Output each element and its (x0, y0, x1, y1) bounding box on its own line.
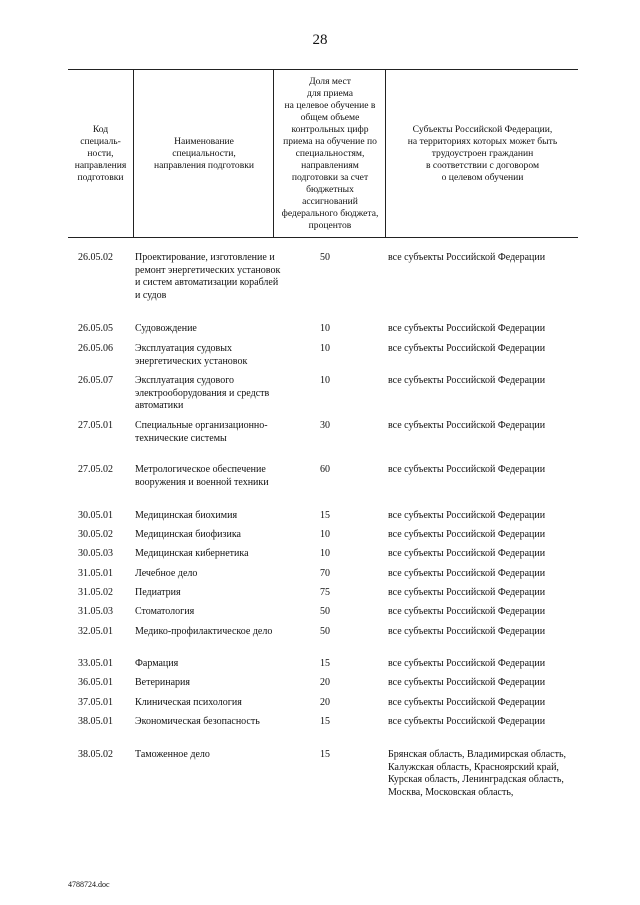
row-code: 26.05.02 (78, 252, 113, 263)
row-share: 10 (320, 343, 330, 354)
row-code: 30.05.02 (78, 529, 113, 540)
header-name: Наименование специальности, направления подготовки (133, 70, 274, 237)
row-share: 15 (320, 749, 330, 760)
row-code: 38.05.02 (78, 749, 113, 760)
row-name: Медицинская биохимия (135, 510, 238, 521)
row-subjects: все субъекты Российской Федерации (388, 252, 546, 263)
row-subjects: все субъекты Российской Федерации (388, 658, 546, 669)
row-subjects: все субъекты Российской Федерации (388, 677, 546, 688)
row-code: 26.05.07 (78, 375, 113, 386)
row-subjects: все субъекты Российской Федерации (388, 568, 546, 579)
row-code: 37.05.01 (78, 697, 113, 708)
page-number: 28 (312, 32, 328, 48)
row-name: Стоматология (135, 606, 195, 617)
header-subjects: Субъекты Российской Федерации, на территориях которых может быть трудоустроен гражданин в соответствии с договором о целевом обучении (385, 70, 579, 237)
row-subjects: все субъекты Российской Федерации (388, 529, 546, 540)
document-id: 4788724.doc (68, 880, 110, 889)
row-share: 20 (320, 677, 330, 688)
row-name: Судовождение (135, 323, 197, 334)
row-share: 15 (320, 658, 330, 669)
row-share: 50 (320, 606, 330, 617)
header-share: Доля мест для приема на целевое обучение в общем объеме контрольных цифр приема на обучение по специальностям, направлениям подготовки за счет бюджетных ассигнований федерального бюджета, процентов (273, 70, 386, 237)
row-share: 15 (320, 716, 330, 727)
row-share: 50 (320, 252, 330, 263)
row-share: 15 (320, 510, 330, 521)
row-share: 20 (320, 697, 330, 708)
row-name: Проектирование, изготовление и ремонт энергетических установок и систем автоматизации кораблей и судов (135, 252, 281, 301)
row-subjects: все субъекты Российской Федерации (388, 697, 546, 708)
row-name: Медико-профилактическое дело (135, 626, 273, 637)
row-code: 31.05.01 (78, 568, 113, 579)
row-code: 31.05.03 (78, 606, 113, 617)
row-share: 10 (320, 323, 330, 334)
row-code: 30.05.03 (78, 548, 113, 559)
row-subjects: все субъекты Российской Федерации (388, 716, 546, 727)
row-code: 26.05.06 (78, 343, 113, 354)
row-code: 32.05.01 (78, 626, 113, 637)
row-name: Ветеринария (135, 677, 191, 688)
row-code: 31.05.02 (78, 587, 113, 598)
row-name: Специальные организационно-технические системы (135, 420, 268, 444)
row-subjects: все субъекты Российской Федерации (388, 343, 546, 354)
row-name: Эксплуатация судового электрооборудования и средств автоматики (135, 375, 270, 411)
row-name: Педиатрия (135, 587, 181, 598)
row-code: 38.05.01 (78, 716, 113, 727)
row-name: Лечебное дело (135, 568, 198, 579)
row-name: Медицинская биофизика (135, 529, 241, 540)
row-subjects: все субъекты Российской Федерации (388, 375, 546, 386)
header-code: Код специаль- ности, направления подготовки (74, 123, 127, 183)
row-subjects: все субъекты Российской Федерации (388, 323, 546, 334)
row-subjects: все субъекты Российской Федерации (388, 420, 546, 431)
row-name: Метрологическое обеспечение вооружения и военной техники (135, 464, 269, 488)
row-share: 30 (320, 420, 330, 431)
row-share: 50 (320, 626, 330, 637)
row-subjects: все субъекты Российской Федерации (388, 626, 546, 637)
row-subjects: все субъекты Российской Федерации (388, 464, 546, 475)
row-code: 26.05.05 (78, 323, 113, 334)
row-share: 70 (320, 568, 330, 579)
row-name: Клиническая психология (135, 697, 242, 708)
row-share: 10 (320, 548, 330, 559)
row-name: Медицинская кибернетика (135, 548, 249, 559)
row-subjects: все субъекты Российской Федерации (388, 548, 546, 559)
row-name: Фармация (135, 658, 179, 669)
row-name: Эксплуатация судовых энергетических установок (135, 343, 248, 367)
row-subjects: все субъекты Российской Федерации (388, 606, 546, 617)
row-subjects: все субъекты Российской Федерации (388, 510, 546, 521)
row-share: 10 (320, 529, 330, 540)
row-name: Экономическая безопасность (135, 716, 260, 727)
row-subjects: Брянская область, Владимирская область, Калужская область, Красноярский край, Курская область, Ленинградская область, Москва, Московская область, (388, 749, 567, 798)
row-share: 10 (320, 375, 330, 386)
row-code: 27.05.02 (78, 464, 113, 475)
row-subjects: все субъекты Российской Федерации (388, 587, 546, 598)
row-code: 33.05.01 (78, 658, 113, 669)
row-code: 27.05.01 (78, 420, 113, 431)
row-share: 60 (320, 464, 330, 475)
row-code: 36.05.01 (78, 677, 113, 688)
row-name: Таможенное дело (135, 749, 210, 760)
row-share: 75 (320, 587, 330, 598)
row-code: 30.05.01 (78, 510, 113, 521)
table-header (68, 69, 578, 238)
